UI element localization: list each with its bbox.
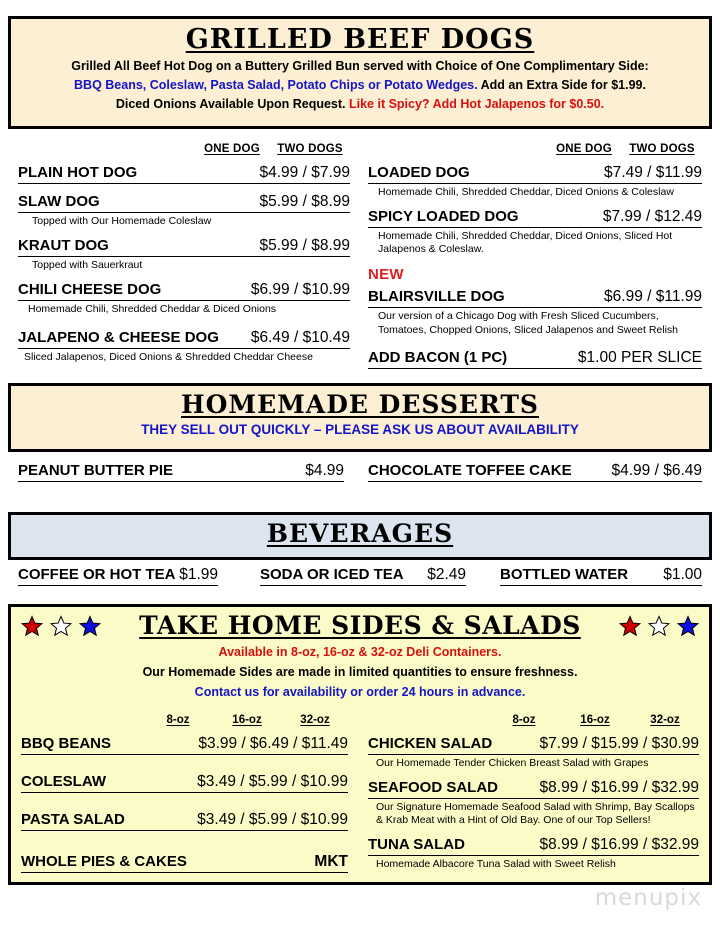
tagline-sides-list: BBQ Beans, Coleslaw, Pasta Salad, Potato Chips or Potato Wedges. [74,78,478,93]
dogs-right-column-headers [368,139,702,155]
tagline-line-2 [25,76,695,95]
item-price: $1.00 [663,566,702,583]
sides-right-size-headers [368,710,699,726]
tagline-onions: Diced Onions Available Upon Request. [115,97,346,112]
item-name: PEANUT BUTTER PIE [18,462,174,479]
star-white-icon [648,615,670,637]
item-price: $5.99 / $8.99 [259,237,350,255]
dogs-columns [8,139,712,369]
item-price: $8.99 / $16.99 / $32.99 [539,779,699,797]
menu-item[interactable] [368,288,702,336]
menu-item[interactable] [18,237,350,272]
item-name: BBQ BEANS [21,735,112,752]
beverages-rows [8,566,712,586]
homemade-desserts-banner [8,383,712,452]
item-price: $8.99 / $16.99 / $32.99 [539,836,699,854]
grilled-beef-dogs-tagline [11,57,709,115]
tagline-line-3 [25,95,695,114]
tagline-line-1a: Grilled All Beef Hot Dog on a Buttery Grilled Bun served [71,58,407,73]
item-price: $3.99 / $6.49 / $11.49 [198,735,348,752]
item-name: SODA OR ICED TEA [260,566,404,583]
dessert-item[interactable] [360,462,712,482]
menu-item[interactable] [18,164,350,184]
item-name: PASTA SALAD [21,811,125,828]
sides-sub-line-1: Available in 8-oz, 16-oz & 32-oz Deli Containers. [218,645,502,659]
sides-left-size-headers [21,710,348,726]
beverage-item[interactable] [252,566,492,586]
item-price: MKT [314,853,348,870]
dogs-left-column [8,139,360,369]
beverages-banner [8,512,712,560]
side-item[interactable] [368,836,699,871]
item-price: $2.49 [427,566,466,583]
dogs-right-column [360,139,712,369]
item-name: JALAPENO & CHEESE DOG [18,329,219,347]
item-price: $5.99 / $8.99 [259,193,350,210]
item-name: TUNA SALAD [368,836,465,854]
tagline-extra-side: Add an Extra Side for $1.99. [477,78,646,93]
item-price: $6.99 / $11.99 [604,288,702,306]
header-32oz: 32-oz [650,714,680,726]
menu-item[interactable] [368,349,702,369]
item-price: $1.00 PER SLICE [577,348,702,366]
item-description: Our Signature Homemade Seafood Salad with Shrimp, Bay Scallops & Krab Meat with a Hint of Old Bay. One of our Top Sellers! [376,801,695,827]
header-two-dogs: TWO DOGS [629,143,695,155]
tagline-jalapenos: Like it Spicy? Add Hot Jalapenos for $0.50. [345,97,605,112]
item-price: $4.99 / $6.49 [611,462,702,479]
item-name: SLAW DOG [18,193,100,210]
header-one-dog: ONE DOG [556,143,612,155]
dogs-right-items [368,164,702,369]
item-price: $6.49 / $10.49 [250,329,350,347]
dogs-left-items [18,164,350,365]
new-badge: NEW [368,266,404,284]
item-description: Topped with Sauerkraut [32,259,143,272]
grilled-beef-dogs-title: GRILLED BEEF DOGS [185,24,535,55]
item-name: SEAFOOD SALAD [368,779,499,797]
item-name: SPICY LOADED DOG [368,208,519,226]
beverage-item[interactable] [492,566,712,586]
item-name: PLAIN HOT DOG [18,164,138,181]
beverages-title: BEVERAGES [266,519,454,548]
menu-item[interactable] [18,193,350,228]
menupix-watermark: menupix [594,885,702,911]
item-description: Topped with Our Homemade Coleslaw [32,215,212,227]
item-name: LOADED DOG [368,164,470,181]
sides-left-column [11,710,360,873]
dessert-item[interactable] [8,462,360,482]
item-description: Homemade Chili, Shredded Cheddar & Diced Onions [28,303,277,316]
star-blue-icon [79,615,101,637]
item-price: $7.99 / $12.49 [602,208,702,226]
desserts-rows [8,462,712,482]
item-name: KRAUT DOG [18,237,109,255]
side-item[interactable] [21,811,348,831]
header-two-dogs: TWO DOGS [277,143,343,155]
menu-item[interactable] [18,281,350,316]
item-description: Homemade Chili, Shredded Cheddar, Diced Onions & Coleslaw [378,186,674,198]
sides-columns [11,710,709,873]
header-16oz: 16-oz [232,714,262,726]
sides-sub-line-3: Contact us for availability or order 24 hours in advance. [194,685,526,699]
item-name: COLESLAW [21,773,106,790]
side-item[interactable] [21,853,348,873]
header-16oz: 16-oz [580,714,610,726]
item-price: $3.49 / $5.99 / $10.99 [197,811,348,828]
item-name: BOTTLED WATER [500,566,629,583]
item-name: CHOCOLATE TOFFEE CAKE [368,462,572,479]
item-price: $4.99 / $7.99 [259,164,350,181]
item-name: CHILI CHEESE DOG [18,281,162,299]
homemade-desserts-subtitle: THEY SELL OUT QUICKLY – PLEASE ASK US ABOUT AVAILABILITY [141,422,579,437]
take-home-sides-title: TAKE HOME SIDES & SALADS [139,611,581,640]
item-price: $7.49 / $11.99 [604,164,702,181]
header-8oz: 8-oz [512,714,536,726]
item-description: Homemade Chili, Shredded Cheddar, Diced Onions, Sliced Hot Jalapenos & Coleslaw. [378,230,673,256]
side-item[interactable] [368,779,699,827]
item-price: $1.99 [179,566,218,583]
item-name: WHOLE PIES & CAKES [21,853,187,870]
take-home-sides-section [8,604,712,885]
stars-right [619,615,699,637]
header-one-dog: ONE DOG [204,143,260,155]
take-home-sides-header [11,607,709,640]
item-description: Sliced Jalapenos, Diced Onions & Shredded Cheddar Cheese [24,351,313,364]
header-32oz: 32-oz [300,714,330,726]
star-red-icon [619,615,641,637]
item-name: CHICKEN SALAD [368,735,493,752]
menu-item[interactable] [368,164,702,199]
grilled-beef-dogs-banner [8,16,712,129]
take-home-sides-subtitles [11,640,709,702]
item-description: Our version of a Chicago Dog with Fresh Sliced Cucumbers, Tomatoes, Chopped Onions, Sliced Jalapenos and Sweet Relish [378,310,679,336]
menu-item[interactable] [18,329,350,364]
tagline-line-1 [25,57,695,76]
item-description: Homemade Albacore Tuna Salad with Sweet Relish [376,858,616,871]
star-red-icon [21,615,43,637]
sides-right-column [360,710,709,873]
beverage-item[interactable] [8,566,252,586]
item-name: COFFEE OR HOT TEA [18,566,176,583]
dogs-left-column-headers [18,139,350,155]
item-name: BLAIRSVILLE DOG [368,288,505,306]
star-white-icon [50,615,72,637]
item-price: $6.99 / $10.99 [250,281,350,299]
item-price: $3.49 / $5.99 / $10.99 [197,773,348,790]
star-blue-icon [677,615,699,637]
tagline-line-1c: Choice of One Complimentary Side: [432,58,649,73]
sides-sub-line-2: Our Homemade Sides are made in limited quantities to ensure freshness. [142,665,578,679]
item-description: Our Homemade Tender Chicken Breast Salad with Grapes [376,757,649,769]
item-name: ADD BACON (1 PC) [368,348,508,366]
header-8oz: 8-oz [166,714,190,726]
side-item[interactable] [21,735,348,755]
stars-left [21,615,101,637]
side-item[interactable] [21,773,348,793]
menu-item[interactable] [368,208,702,256]
item-price: $7.99 / $15.99 / $30.99 [539,735,699,752]
item-price: $4.99 [305,462,344,479]
tagline-line-1b: with [407,58,432,73]
side-item[interactable] [368,735,699,770]
homemade-desserts-title: HOMEMADE DESSERTS [181,390,539,419]
